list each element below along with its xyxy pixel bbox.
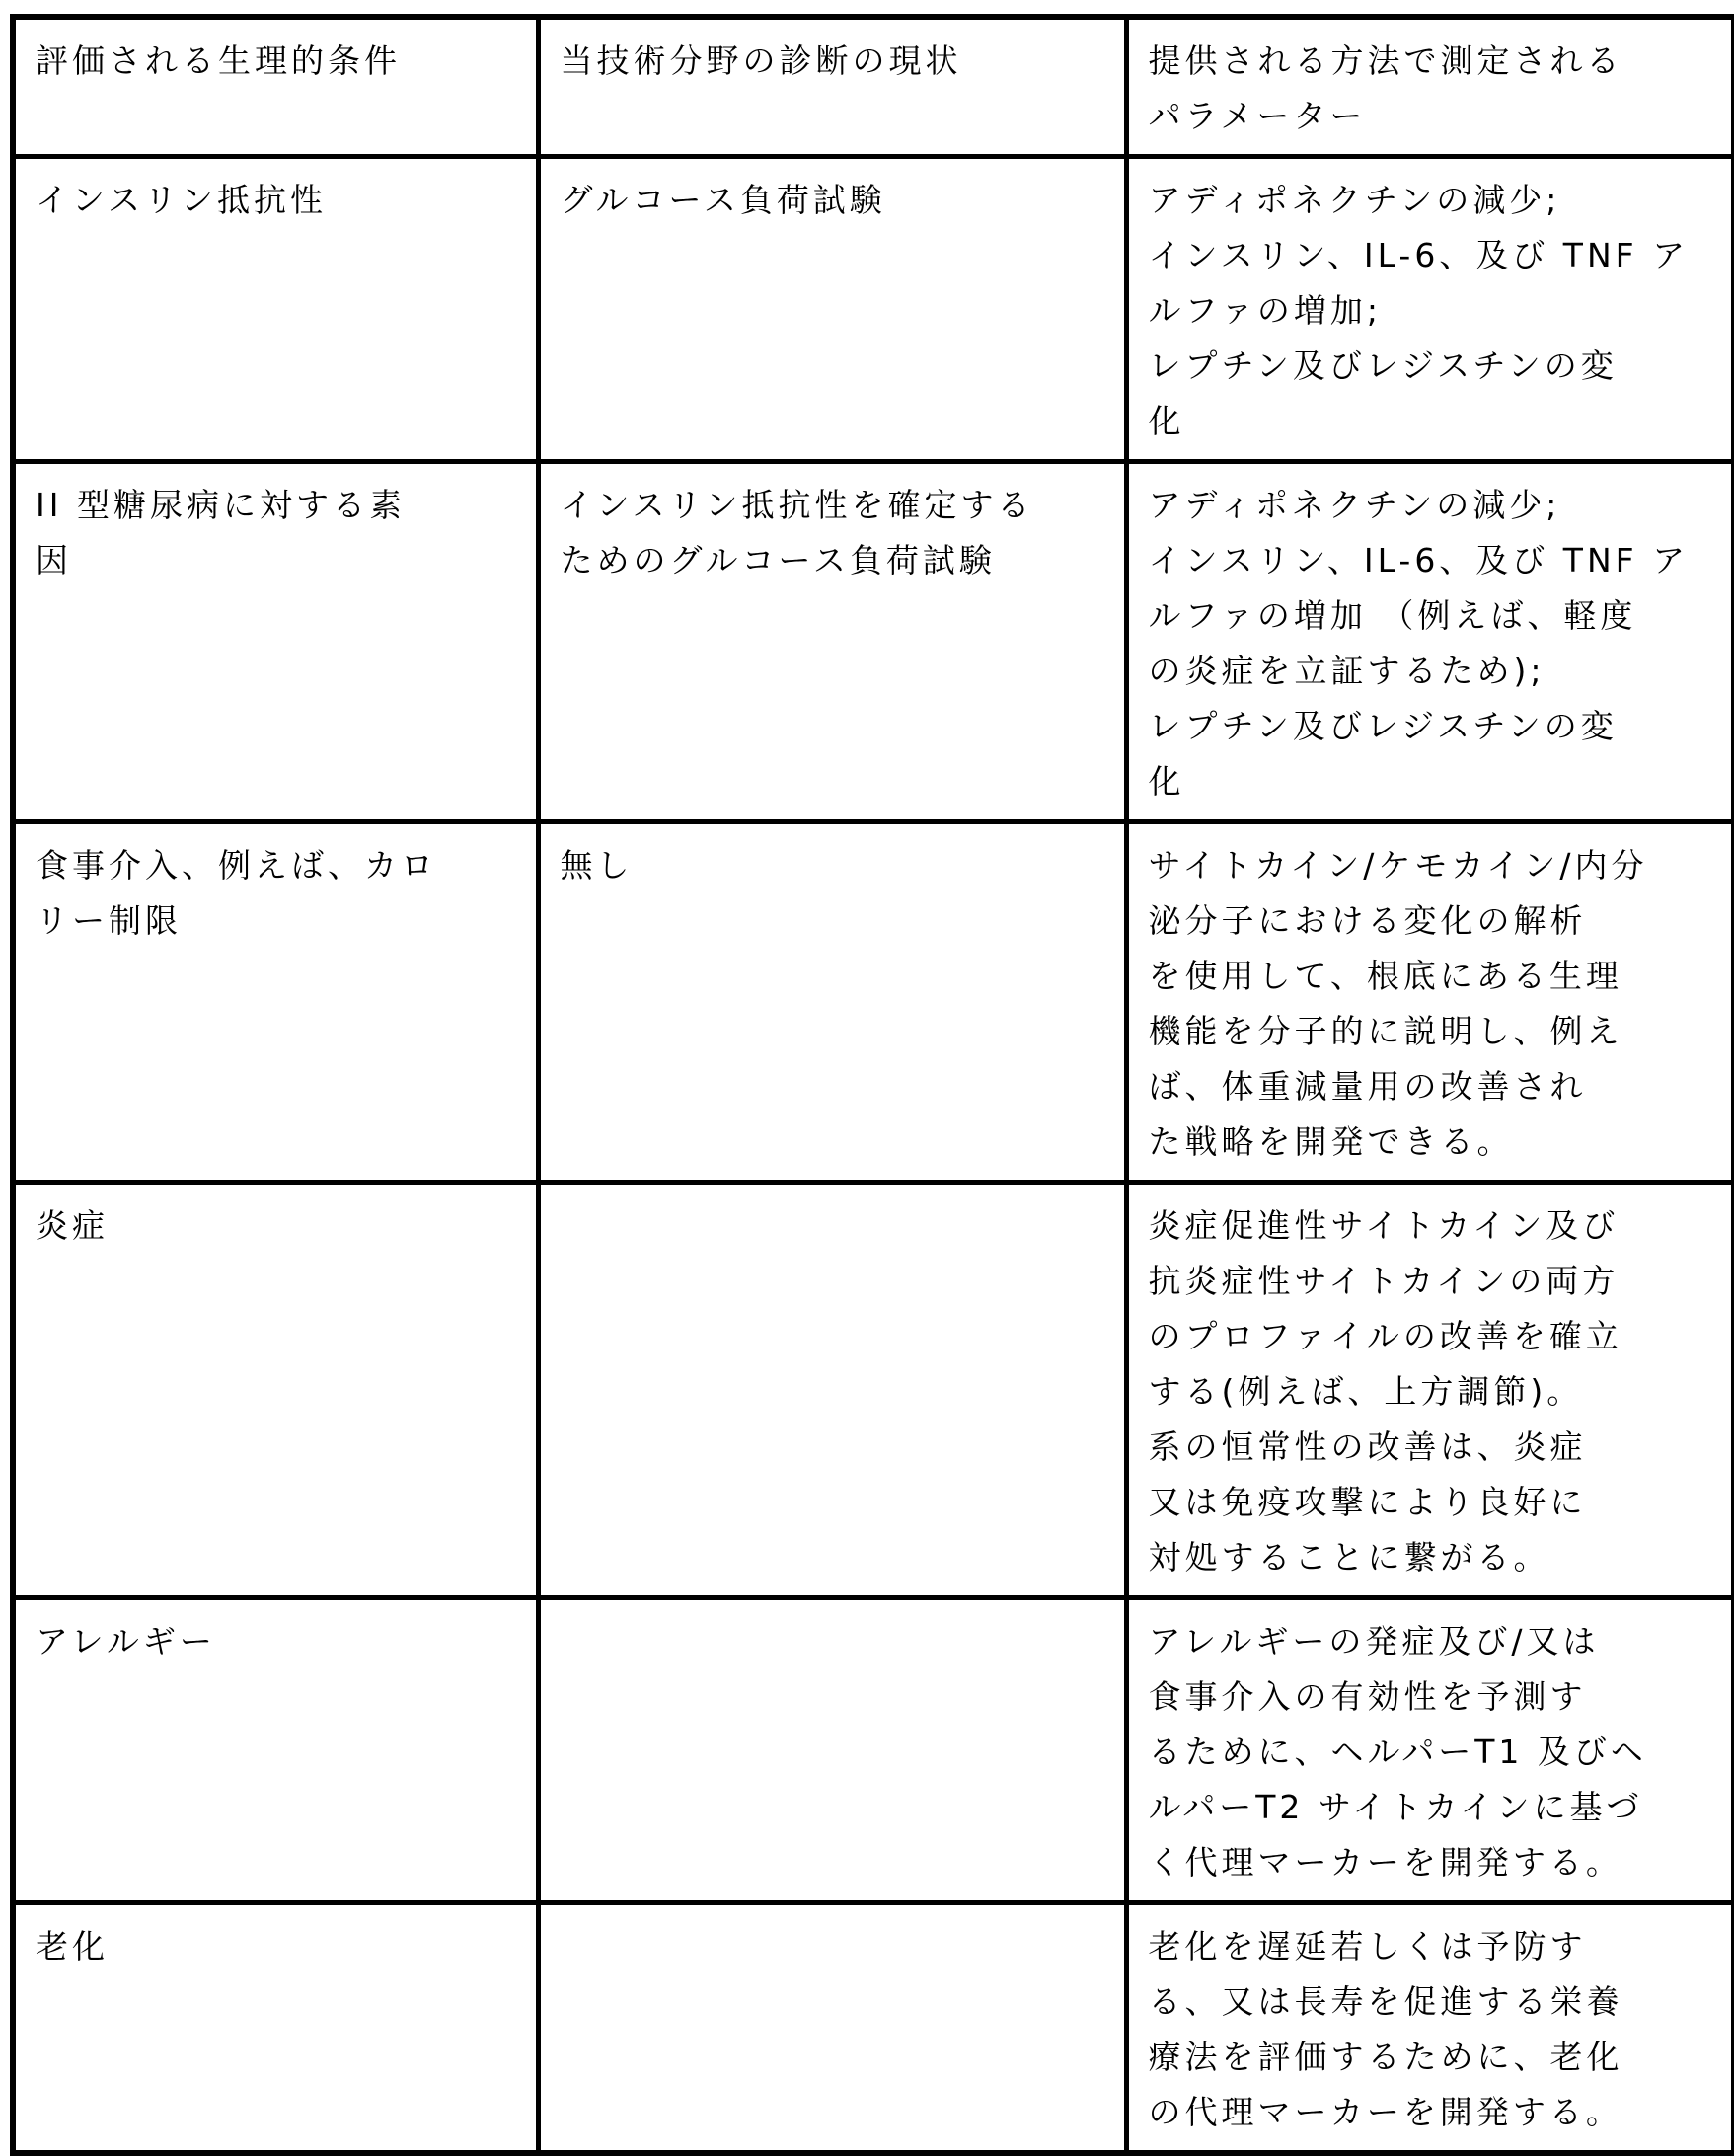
cell-current-diagnosis [538, 1598, 1126, 1903]
cell-current-diagnosis [538, 1183, 1126, 1598]
cell-text-line: ば、体重減量用の改善され [1149, 1059, 1716, 1115]
cell-text-line: 老化を遅延若しくは予防す [1149, 1919, 1716, 1974]
cell-text-line: るために、ヘルパーT1 及びヘ [1149, 1725, 1716, 1780]
cell-text-line: グルコース負荷試験 [561, 173, 1108, 228]
cell-text-line: 療法を評価するために、老化 [1149, 2030, 1716, 2085]
table-row [13, 462, 1734, 822]
cell-text-line: インスリン、IL-6、及び TNF ア [1149, 533, 1716, 588]
table-row [13, 1903, 1734, 2154]
cell-text-line: アレルギーの発症及び/又は [1149, 1614, 1716, 1669]
cell-text-line: た戦略を開発できる。 [1149, 1115, 1716, 1170]
table-row [13, 822, 1734, 1183]
cell-text-line: 抗炎症性サイトカインの両方 [1149, 1254, 1716, 1309]
cell-text-line: レプチン及びレジスチンの変 [1149, 339, 1716, 394]
header-text: 評価される生理的条件 [36, 34, 520, 89]
cell-text-line: る、又は長寿を促進する栄養 [1149, 1974, 1716, 2030]
cell-text-line: 化 [1149, 754, 1716, 809]
table-row [13, 1598, 1734, 1903]
physiological-conditions-table [10, 14, 1734, 2156]
cell-text-line: の代理マーカーを開発する。 [1149, 2085, 1716, 2140]
cell-text-line: ルファの増加 （例えば、軽度 [1149, 588, 1716, 644]
cell-text-line: アレルギー [36, 1614, 520, 1669]
cell-condition [13, 157, 538, 462]
cell-current-diagnosis [538, 822, 1126, 1183]
cell-current-diagnosis [538, 157, 1126, 462]
cell-condition [13, 1598, 538, 1903]
cell-text-line: インスリン抵抗性 [36, 173, 520, 228]
cell-parameters [1126, 822, 1734, 1183]
table-row [13, 1183, 1734, 1598]
cell-text-line: する(例えば、上方調節)。 [1149, 1364, 1716, 1420]
cell-parameters [1126, 1598, 1734, 1903]
cell-text-line: 機能を分子的に説明し、例え [1149, 1004, 1716, 1059]
cell-current-diagnosis [538, 1903, 1126, 2154]
header-text: 当技術分野の診断の現状 [561, 34, 1108, 89]
cell-text-line: ルファの増加; [1149, 283, 1716, 339]
cell-text-line: 因 [36, 533, 520, 588]
table-header-row [13, 17, 1734, 157]
cell-text-line: インスリン、IL-6、及び TNF ア [1149, 228, 1716, 283]
cell-text-line: レプチン及びレジスチンの変 [1149, 699, 1716, 754]
header-current-diagnosis [538, 17, 1126, 157]
cell-text-line: 炎症促進性サイトカイン及び [1149, 1198, 1716, 1254]
cell-text-line: 系の恒常性の改善は、炎症 [1149, 1420, 1716, 1475]
cell-text-line: 食事介入の有効性を予測す [1149, 1669, 1716, 1725]
cell-text-line: ルパーT2 サイトカインに基づ [1149, 1780, 1716, 1835]
cell-parameters [1126, 1183, 1734, 1598]
cell-text-line: リー制限 [36, 893, 520, 949]
header-text-line: 提供される方法で測定される [1149, 34, 1716, 89]
cell-text-line: く代理マーカーを開発する。 [1149, 1835, 1716, 1890]
cell-condition [13, 1903, 538, 2154]
cell-text-line: 無し [561, 838, 1108, 893]
cell-parameters [1126, 157, 1734, 462]
cell-text-line: 老化 [36, 1919, 520, 1974]
cell-text-line: II 型糖尿病に対する素 [36, 478, 520, 533]
cell-current-diagnosis [538, 462, 1126, 822]
cell-text-line: インスリン抵抗性を確定する [561, 478, 1108, 533]
cell-text-line: 化 [1149, 394, 1716, 449]
cell-text-line: の炎症を立証するため); [1149, 644, 1716, 699]
cell-text-line: 食事介入、例えば、カロ [36, 838, 520, 893]
cell-parameters [1126, 1903, 1734, 2154]
cell-text-line: 炎症 [36, 1198, 520, 1254]
header-condition [13, 17, 538, 157]
cell-text-line: ためのグルコース負荷試験 [561, 533, 1108, 588]
cell-text-line: のプロファイルの改善を確立 [1149, 1309, 1716, 1364]
cell-text-line: 対処することに繋がる。 [1149, 1530, 1716, 1585]
cell-text-line: アディポネクチンの減少; [1149, 478, 1716, 533]
cell-text-line: 泌分子における変化の解析 [1149, 893, 1716, 949]
header-text-line: パラメーター [1149, 89, 1716, 144]
cell-text-line: サイトカイン/ケモカイン/内分 [1149, 838, 1716, 893]
cell-text-line: を使用して、根底にある生理 [1149, 949, 1716, 1004]
cell-condition [13, 1183, 538, 1598]
cell-text-line: アディポネクチンの減少; [1149, 173, 1716, 228]
header-measured-parameters [1126, 17, 1734, 157]
cell-text-line: 又は免疫攻撃により良好に [1149, 1475, 1716, 1530]
cell-condition [13, 822, 538, 1183]
cell-parameters [1126, 462, 1734, 822]
cell-condition [13, 462, 538, 822]
table-row [13, 157, 1734, 462]
